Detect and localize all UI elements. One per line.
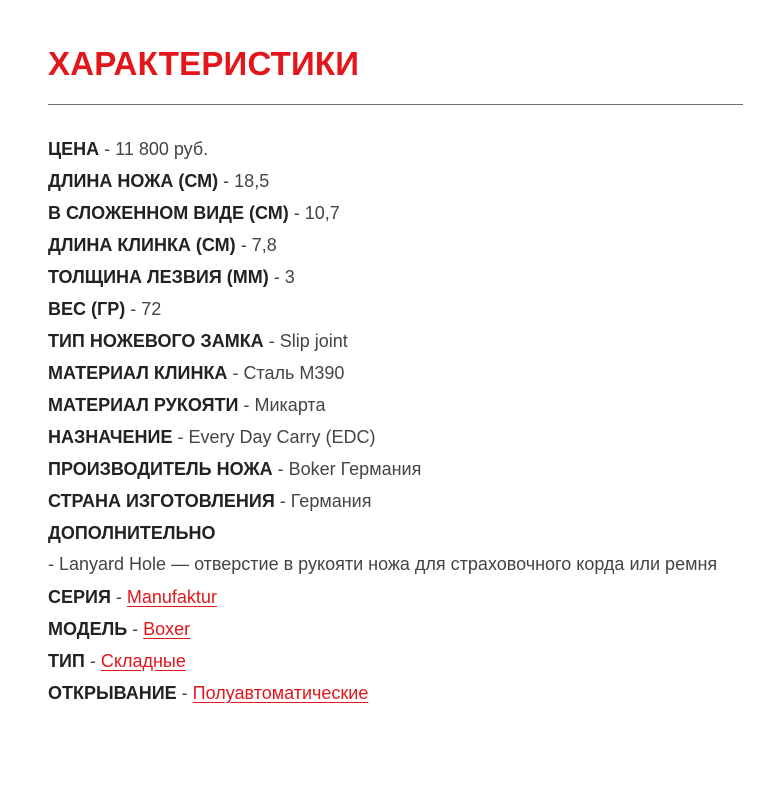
spec-label: ТОЛЩИНА ЛЕЗВИЯ (ММ) (48, 267, 269, 287)
spec-label: В СЛОЖЕННОМ ВИДЕ (СМ) (48, 203, 289, 223)
spec-row-knife-length (48, 165, 743, 197)
spec-row-blade-material (48, 357, 743, 389)
spec-separator: - (110, 587, 127, 607)
spec-list (48, 133, 743, 709)
spec-value: 7,8 (251, 235, 277, 255)
spec-row-series (48, 581, 743, 613)
spec-row-type (48, 645, 743, 677)
spec-value: 18,5 (234, 171, 270, 191)
spec-label: ДЛИНА КЛИНКА (СМ) (48, 235, 236, 255)
spec-label: МАТЕРИАЛ РУКОЯТИ (48, 395, 239, 415)
spec-separator: - (227, 363, 244, 383)
spec-row-model (48, 613, 743, 645)
spec-row-weight (48, 293, 743, 325)
spec-label: СЕРИЯ (48, 587, 111, 607)
spec-value: Boker Германия (288, 459, 422, 479)
spec-row-purpose (48, 421, 743, 453)
section-title: ХАРАКТЕРИСТИКИ (48, 45, 360, 82)
spec-separator: - (176, 683, 193, 703)
spec-label: ОТКРЫВАНИЕ (48, 683, 177, 703)
spec-separator: - (268, 267, 285, 287)
spec-row-handle-material (48, 389, 743, 421)
spec-row-price (48, 133, 743, 165)
spec-label: СТРАНА ИЗГОТОВЛЕНИЯ (48, 491, 275, 511)
spec-separator: - (125, 299, 142, 319)
spec-separator: - (238, 395, 255, 415)
spec-value: 72 (141, 299, 162, 319)
spec-label: ЦЕНА (48, 139, 100, 159)
spec-separator: - (235, 235, 252, 255)
spec-row-additional (48, 517, 743, 549)
spec-value: 10,7 (304, 203, 340, 223)
spec-label: ДОПОЛНИТЕЛЬНО (48, 523, 216, 543)
spec-row-blade-thickness (48, 261, 743, 293)
opening-link[interactable]: Полуавтоматические (192, 683, 369, 703)
spec-value: Сталь М390 (243, 363, 345, 383)
spec-row-folded-length (48, 197, 743, 229)
spec-row-opening (48, 677, 743, 709)
spec-row-manufacturer (48, 453, 743, 485)
spec-label: МАТЕРИАЛ КЛИНКА (48, 363, 228, 383)
spec-separator: - (127, 619, 144, 639)
title-divider (48, 104, 743, 105)
spec-label: ДЛИНА НОЖА (СМ) (48, 171, 219, 191)
spec-label: ТИП НОЖЕВОГО ЗАМКА (48, 331, 264, 351)
spec-separator: - (274, 491, 291, 511)
spec-value: Slip joint (279, 331, 348, 351)
spec-separator: - (288, 203, 305, 223)
spec-value: 11 800 руб. (115, 139, 209, 159)
spec-label: ВЕС (ГР) (48, 299, 126, 319)
spec-value: Every Day Carry (EDC) (188, 427, 376, 447)
spec-label: ПРОИЗВОДИТЕЛЬ НОЖА (48, 459, 273, 479)
spec-separator: - (172, 427, 189, 447)
spec-value: Микарта (254, 395, 326, 415)
spec-row-lock-type (48, 325, 743, 357)
series-link[interactable]: Manufaktur (126, 587, 217, 607)
spec-label: ТИП (48, 651, 85, 671)
spec-separator: - (218, 171, 235, 191)
spec-separator: - (99, 139, 116, 159)
spec-label: МОДЕЛЬ (48, 619, 128, 639)
spec-row-blade-length (48, 229, 743, 261)
spec-label: НАЗНАЧЕНИЕ (48, 427, 173, 447)
model-link[interactable]: Boxer (143, 619, 191, 639)
spec-row-country (48, 485, 743, 517)
spec-value: Германия (290, 491, 372, 511)
spec-separator: - (263, 331, 280, 351)
additional-note: - Lanyard Hole — отверстие в рукояти ножа для страховочного корда или ремня (48, 554, 718, 574)
spec-separator: - (272, 459, 289, 479)
type-link[interactable]: Складные (100, 651, 186, 671)
spec-value: 3 (284, 267, 295, 287)
spec-separator: - (84, 651, 101, 671)
